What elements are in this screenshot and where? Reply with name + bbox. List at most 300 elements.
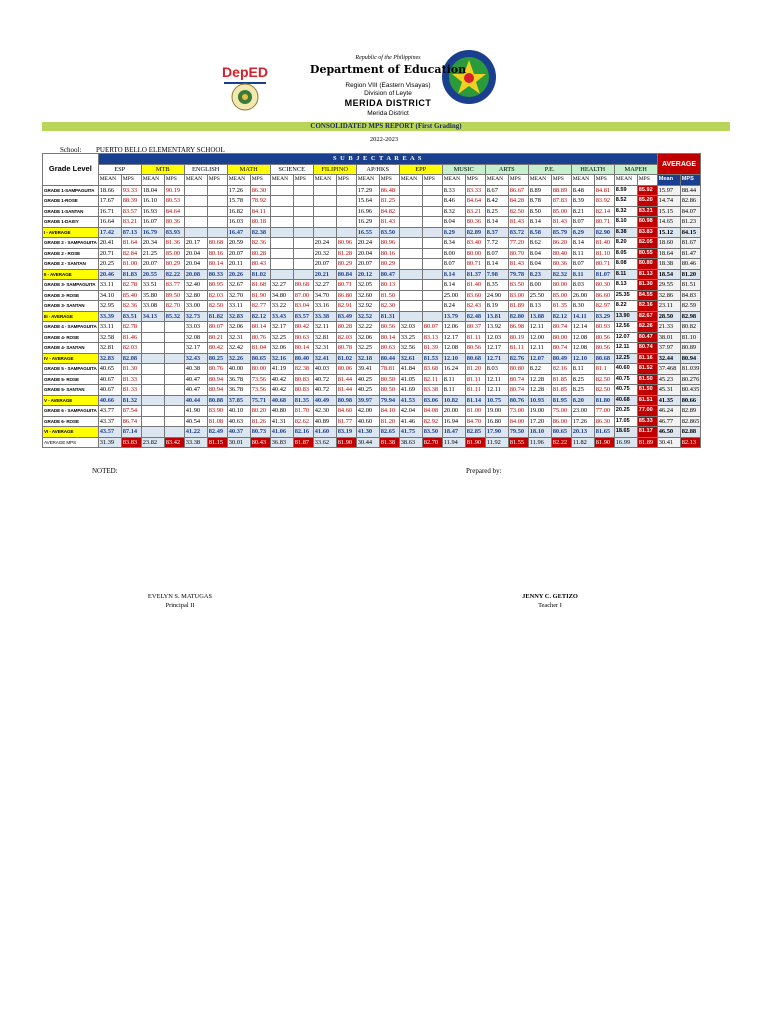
mean-cell: 13.81 [485,311,508,322]
mean-subheader: MEAN [270,175,293,186]
mean-cell [399,311,422,322]
mean-cell: 19.00 [528,406,551,417]
mean-cell: 17.20 [528,416,551,427]
mean-cell: 20.41 [98,238,121,249]
mps-cell: 84.82 [379,206,399,217]
mean-cell [313,227,336,238]
mps-cell [164,406,184,417]
subject-header: SCIENCE [270,164,313,175]
mps-subheader: MPS [293,175,313,186]
mean-cell: 32.08 [184,332,207,343]
mean-cell: 30.41 [657,437,680,448]
mean-cell: 42.30 [313,406,336,417]
row-label: AVERAGE MPS [43,437,99,448]
mean-cell: 13.90 [614,311,637,322]
mps-cell: 82.03 [121,343,141,354]
average-mps-subheader: MPS [680,175,701,186]
mps-cell: 82.84 [121,248,141,259]
mean-cell: 32.17 [270,322,293,333]
mean-cell: 40.67 [98,385,121,396]
mean-cell: 32.31 [227,332,250,343]
mean-cell: 8.05 [614,248,637,259]
mean-cell: 12.56 [614,322,637,333]
mps-cell: 83.21 [121,217,141,228]
mean-cell: 46.77 [657,416,680,427]
mean-cell: 31.39 [98,437,121,448]
mean-cell: 40.25 [356,385,379,396]
mps-cell: 83.42 [164,437,184,448]
mps-cell: 81.02 [250,269,270,280]
mps-cell: 86.67 [508,185,528,196]
mps-cell: 80.63 [293,332,313,343]
mean-cell: 33.38 [184,437,207,448]
mean-cell: 20.26 [227,269,250,280]
mps-cell: 83.50 [508,280,528,291]
mps-cell: 82.16 [551,364,571,375]
mps-cell: 80.65 [250,353,270,364]
mean-cell [270,269,293,280]
mps-cell: 88.39 [121,196,141,207]
mean-cell: 32.25 [270,332,293,343]
mps-cell: 80.43 [250,259,270,270]
mean-cell [270,227,293,238]
mean-cell: 12.11 [485,374,508,385]
mean-cell: 32.81 [313,332,336,343]
mean-cell: 11.94 [442,437,465,448]
mps-cell: 80.16 [379,248,399,259]
mean-cell: 20.04 [356,248,379,259]
row-label: GRADE 3- ROSE [43,290,99,301]
table-row [43,206,701,217]
mps-cell: 84.81 [594,185,614,196]
mean-cell: 32.26 [227,353,250,364]
mean-cell: 40.54 [184,416,207,427]
mean-cell [141,322,164,333]
mps-cell: 77.20 [508,238,528,249]
mean-cell: 32.16 [270,353,293,364]
mean-cell: 16.80 [485,416,508,427]
mean-cell: 28.50 [657,311,680,322]
mean-cell: 13.92 [485,322,508,333]
mean-cell: 8.03 [485,364,508,375]
mean-cell: 43.37 [98,416,121,427]
table-row [43,343,701,354]
mps-cell: 80.66 [680,395,701,406]
mean-cell: 33.08 [141,301,164,312]
mps-cell: 79.94 [379,395,399,406]
mean-cell [184,206,207,217]
mps-cell: 81.51 [680,280,701,291]
mps-cell [164,374,184,385]
mean-cell [399,185,422,196]
mps-cell: 81.67 [680,238,701,249]
mps-cell: 80.40 [293,353,313,364]
mps-cell: 80.00 [551,332,571,343]
table-row [43,280,701,291]
mean-cell: 18.66 [98,185,121,196]
mps-cell [422,269,442,280]
mps-cell: 84.10 [379,406,399,417]
mean-cell: 7.72 [485,238,508,249]
grade-level-header: Grade Level [43,154,99,186]
mean-cell: 20.24 [356,238,379,249]
mps-cell: 85.40 [121,290,141,301]
mean-cell: 8.14 [485,217,508,228]
mps-cell: 80.47 [637,332,657,343]
mean-cell [270,248,293,259]
mps-cell: 81.83 [121,269,141,280]
mps-cell: 80.14 [207,259,227,270]
mps-cell: 82.62 [293,416,313,427]
mean-cell: 16.24 [442,364,465,375]
mps-cell: 86.30 [250,185,270,196]
mean-cell: 21.33 [657,322,680,333]
mean-cell: 12.11 [528,322,551,333]
mean-cell: 16.93 [141,206,164,217]
mean-cell: 32.40 [184,280,207,291]
mean-cell [184,227,207,238]
mps-cell [422,248,442,259]
subject-areas-header: S U B J E C T A R E A S [98,154,657,165]
mps-cell: 80.80 [508,364,528,375]
report-title: CONSOLIDATED MPS REPORT (First Grading) [310,122,462,130]
mean-cell: 18.10 [528,427,551,438]
row-label: GRADE 5- SANTAN [43,385,99,396]
mean-cell: 32.31 [313,343,336,354]
mean-cell [184,217,207,228]
mps-cell: 81.23 [680,217,701,228]
mps-cell [207,227,227,238]
mps-cell [293,238,313,249]
mean-cell: 32.80 [184,290,207,301]
mean-cell: 32.27 [270,280,293,291]
mps-cell: 82.48 [465,311,485,322]
mean-cell: 32.06 [270,343,293,354]
mps-cell [164,385,184,396]
mps-cell [422,196,442,207]
mps-cell: 82.86 [680,196,701,207]
mean-cell: 17.05 [614,416,637,427]
mps-cell: 83.83 [121,437,141,448]
mean-cell: 20.71 [98,248,121,259]
mps-cell [207,185,227,196]
mean-cell: 12.28 [528,385,551,396]
mean-subheader: MEAN [227,175,250,186]
mean-cell: 8.23 [528,269,551,280]
mps-cell: 82.78 [121,280,141,291]
mean-cell [184,196,207,207]
mean-cell: 16.71 [98,206,121,217]
mean-cell: 11.82 [571,437,594,448]
table-row [43,227,701,238]
mps-cell: 87.83 [551,196,571,207]
mean-cell: 16.29 [356,217,379,228]
mps-cell: 83.77 [164,280,184,291]
mps-cell [422,290,442,301]
mean-cell: 41.05 [399,374,422,385]
mean-cell: 8.67 [485,185,508,196]
mps-cell: 81.36 [164,238,184,249]
signatory-teacher-title: Teacher I [538,602,562,609]
mean-cell: 12.17 [485,343,508,354]
mps-cell [293,196,313,207]
mps-cell: 81.89 [508,301,528,312]
division-label: Division of Leyte [364,90,412,97]
mean-cell: 16.96 [356,206,379,217]
mps-cell: 81.00 [121,259,141,270]
mps-cell: 83.50 [422,427,442,438]
mean-cell [313,196,336,207]
mean-cell: 8.07 [442,259,465,270]
mps-cell: 81.10 [594,248,614,259]
mps-cell: 83.13 [422,332,442,343]
mps-cell: 81.11 [465,374,485,385]
mean-cell: 20.32 [313,248,336,259]
mps-cell [422,259,442,270]
mps-cell [422,301,442,312]
mean-cell: 8.08 [614,259,637,270]
mean-cell: 32.81 [98,343,121,354]
mps-subheader: MPS [422,175,442,186]
mean-cell: 33.11 [98,280,121,291]
mean-cell: 41.30 [356,427,379,438]
table-row [43,395,701,406]
mps-cell: 80.29 [164,259,184,270]
mps-cell: 82.03 [207,290,227,301]
mps-cell: 80.36 [551,259,571,270]
mps-cell: 82.36 [121,301,141,312]
mps-cell: 83.19 [336,427,356,438]
mean-cell: 8.48 [571,185,594,196]
mean-cell: 8.35 [485,280,508,291]
mps-cell: 81.90 [250,290,270,301]
mean-cell: 16.82 [227,206,250,217]
mean-cell: 8.11 [571,269,594,280]
mean-cell: 8.04 [528,259,551,270]
mps-cell: 80.76 [250,332,270,343]
mean-cell: 20.17 [184,238,207,249]
mean-cell: 40.49 [313,395,336,406]
mean-cell: 20.24 [313,238,336,249]
mean-cell: 8.30 [571,301,594,312]
mean-cell [399,280,422,291]
mps-cell: 82.89 [465,227,485,238]
mps-cell: 85.20 [637,196,657,207]
mps-cell: 82.38 [293,364,313,375]
mean-cell: 13.88 [528,311,551,322]
mps-cell: 82.80 [508,311,528,322]
mps-cell [164,395,184,406]
mean-cell: 32.22 [356,322,379,333]
mps-cell: 80.19 [508,332,528,343]
mean-cell: 32.05 [356,280,379,291]
mps-cell: 81.33 [121,374,141,385]
mps-cell: 81.40 [594,238,614,249]
mps-cell: 86.60 [594,290,614,301]
mean-cell: 12.28 [528,374,551,385]
mean-cell: 15.64 [356,196,379,207]
mean-cell: 45.23 [657,374,680,385]
mean-cell: 18.38 [657,259,680,270]
mean-cell: 7.98 [485,269,508,280]
mean-cell: 33.38 [313,311,336,322]
mean-cell: 32.73 [184,311,207,322]
mean-cell [399,290,422,301]
mps-cell: 84.64 [465,196,485,207]
mean-cell: 32.41 [313,353,336,364]
mps-cell: 82.30 [379,301,399,312]
mean-cell: 16.94 [442,416,465,427]
mps-cell: 86.48 [379,185,399,196]
table-row [43,332,701,343]
mean-cell: 8.22 [614,301,637,312]
mps-cell: 80.28 [336,322,356,333]
mean-cell: 8.00 [528,280,551,291]
mps-cell: 81.53 [422,353,442,364]
mean-cell: 20.08 [184,269,207,280]
mean-cell: 33.51 [141,280,164,291]
mps-cell: 83.93 [164,227,184,238]
mps-cell: 80.435 [681,386,700,394]
mps-cell [293,227,313,238]
mps-cell: 81.52 [637,364,657,375]
mean-cell: 8.37 [485,227,508,238]
mean-cell: 8.14 [442,269,465,280]
mean-cell: 18.04 [141,185,164,196]
mps-cell: 80.96 [336,238,356,249]
mps-cell: 84.07 [680,206,701,217]
mean-cell: 32.18 [356,353,379,364]
mean-cell: 11.92 [485,437,508,448]
mean-cell: 46.24 [657,406,680,417]
mps-cell: 81.15 [207,437,227,448]
mps-cell [164,416,184,427]
mean-cell [399,227,422,238]
mean-cell: 8.04 [528,248,551,259]
mps-cell: 75.00 [551,406,571,417]
mps-cell: 73.56 [250,385,270,396]
mps-cell: 82.05 [637,238,657,249]
mps-cell: 89.50 [164,290,184,301]
mps-cell: 83.40 [465,238,485,249]
mps-subheader: MPS [465,175,485,186]
mean-cell: 41.22 [184,427,207,438]
mean-cell: 25.50 [528,290,551,301]
mps-subheader: MPS [551,175,571,186]
mps-cell: 81.90 [465,437,485,448]
table-row [43,248,701,259]
mps-cell: 82.26 [637,322,657,333]
table-row [43,374,701,385]
mps-cell: 77.00 [594,406,614,417]
mean-cell: 40.47 [184,385,207,396]
mean-cell: 17.26 [571,416,594,427]
mean-cell: 8.24 [442,301,465,312]
mean-cell: 25.35 [614,290,637,301]
mps-cell [164,322,184,333]
row-label: GRADE 2 - SANTAN [43,259,99,270]
mps-cell: 82.77 [250,301,270,312]
mps-cell: 81.1 [594,364,614,375]
mean-cell: 32.60 [356,290,379,301]
mps-cell: 83.72 [508,227,528,238]
row-label: IV - AVERAGE [43,353,99,364]
mean-cell: 12.10 [442,353,465,364]
mean-cell: 40.65 [98,364,121,375]
mean-cell: 20.11 [227,259,250,270]
mps-cell: 73.56 [250,374,270,385]
mean-cell: 17.26 [227,185,250,196]
mps-cell: 83.60 [465,290,485,301]
mean-cell: 37.97 [657,343,680,354]
mean-cell: 38.01 [657,332,680,343]
mean-cell [399,301,422,312]
mean-cell: 32.52 [356,311,379,322]
mps-cell: 80.56 [465,343,485,354]
mps-cell: 81.31 [379,311,399,322]
subject-header: AP/HKS [356,164,399,175]
mean-cell: 32.17 [184,343,207,354]
mean-cell [270,196,293,207]
mps-cell: 80.44 [379,353,399,364]
mean-cell: 32.92 [356,301,379,312]
mean-cell: 33.11 [98,322,121,333]
mps-cell: 80.73 [250,427,270,438]
row-label: GRADE 4- ROSE [43,332,99,343]
mean-cell: 43.57 [98,427,121,438]
mean-cell: 45.31 [657,385,680,396]
mps-cell [336,185,356,196]
mps-cell: 85.00 [551,290,571,301]
mps-cell: 81.20 [465,364,485,375]
table-row [43,406,701,417]
mean-cell [313,217,336,228]
mean-cell: 42.04 [399,406,422,417]
mean-cell: 32.83 [227,311,250,322]
mps-cell: 83.06 [422,395,442,406]
mps-cell: 81.80 [594,395,614,406]
mps-cell [293,206,313,217]
mps-cell: 82.13 [680,437,701,448]
mean-cell: 23.82 [141,437,164,448]
mps-cell: 83.04 [293,301,313,312]
mean-cell [141,343,164,354]
mean-cell: 32.25 [356,343,379,354]
subject-header: P.E. [528,164,571,175]
mps-cell: 82.88 [680,427,701,438]
mean-cell: 32.44 [657,353,680,364]
subject-header: ESP [98,164,141,175]
mps-cell: 87.00 [293,290,313,301]
mps-cell: 82.865 [681,417,700,425]
mean-cell: 8.38 [614,227,637,238]
subject-header: MATH [227,164,270,175]
report-title-banner [42,122,730,131]
mps-cell: 85.32 [164,311,184,322]
mps-cell: 80.89 [680,343,701,354]
mean-cell: 12.11 [528,343,551,354]
mean-subheader: MEAN [313,175,336,186]
table-row [43,416,701,427]
subject-header: MUSIC [442,164,485,175]
row-label: GRADE 4 - SAMPAGUITA [43,322,99,333]
department-title: Department of Education [309,63,467,76]
mps-cell: 80.76 [508,395,528,406]
mps-cell: 81.43 [508,217,528,228]
noted-label: NOTED: [92,467,118,475]
mean-cell: 41.75 [399,427,422,438]
mps-cell: 80.88 [207,395,227,406]
